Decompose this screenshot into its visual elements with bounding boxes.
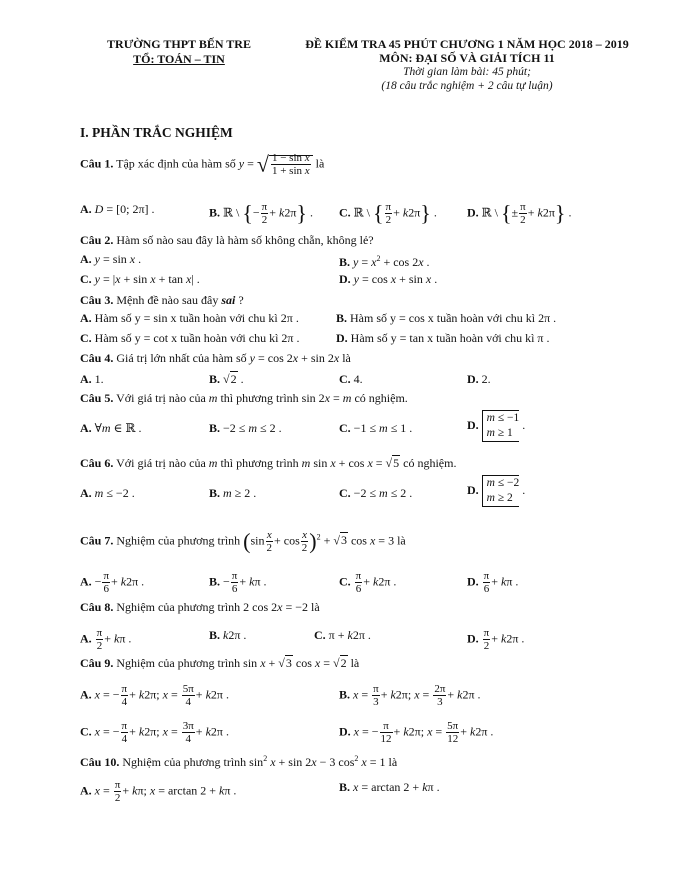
department: TỔ: TOÁN – TIN [133, 52, 225, 66]
question-5: Câu 5. Với giá trị nào của m thì phương trình sin 2x = m có nghiệm. [80, 391, 408, 405]
q8-option-a[interactable]: A. $\frac{\pi}{2}$ + kπ . [80, 627, 132, 652]
question-1: Câu 1. Tập xác định của hàm số y = √ $\frac{\text{1 − sin x}}{\text{1 + sin x}}$ là [80, 151, 325, 177]
q10-option-a[interactable]: A. x = $\frac{\pi}{2}$ + kπ; x = arctan 2 + kπ . [80, 779, 237, 804]
q1-label: Câu 1. [80, 156, 114, 171]
q8-option-b[interactable]: B. k2π . [209, 628, 247, 642]
time-limit: Thời gian làm bài: 45 phút; [403, 66, 531, 78]
question-9: Câu 9. Nghiệm của phương trình sin x + √3 cos x = √2 là [80, 656, 360, 670]
exam-structure: (18 câu trắc nghiệm + 2 câu tự luận) [381, 80, 553, 92]
q10-option-b[interactable]: B. x = arctan 2 + kπ . [339, 780, 440, 794]
section-title: I. PHẦN TRẮC NGHIỆM [80, 125, 233, 140]
q3-option-a[interactable]: A. Hàm số y = sin x tuần hoàn với chu kì 2π . [80, 311, 299, 325]
question-4: Câu 4. Giá trị lớn nhất của hàm số y = cos 2x + sin 2x là [80, 351, 351, 365]
q4-option-d[interactable]: D. 2. [467, 372, 491, 386]
exam-title: ĐỀ KIỂM TRA 45 PHÚT CHƯƠNG 1 NĂM HỌC 2018 – 2019 [305, 37, 629, 51]
q5-option-a[interactable]: A. ∀m ∈ ℝ . [80, 421, 142, 435]
q7-option-b[interactable]: B. − $\frac{\pi}{6}$ + kπ . [209, 570, 267, 595]
q1-option-d[interactable]: D. ℝ \ {± $\frac{\pi}{2}$ + k2π} . [467, 200, 572, 226]
q4-option-b[interactable]: B. √2 . [209, 372, 244, 386]
q3-option-c[interactable]: C. Hàm số y = cot x tuần hoàn với chu kì 2π . [80, 331, 300, 345]
q8-option-d[interactable]: D. $\frac{\pi}{2}$ + k2π . [467, 627, 525, 652]
header-left [74, 37, 284, 67]
question-7: Câu 7. Nghiệm của phương trình (sin $\frac{x}{2}$ + cos $\frac{x}{2}$ )$^2$ + √3 cos x = 3 là [80, 528, 406, 554]
q2-option-d[interactable]: D. y = cos x + sin x . [339, 272, 438, 286]
q9-option-a[interactable]: A. x = − $\frac{\pi}{4}$ + k2π; x = $\frac{5\pi}{4}$ + k2π . [80, 683, 229, 708]
q1-option-b[interactable]: B. ℝ \ {− $\frac{\pi}{2}$ + k2π} . [209, 200, 313, 226]
q1-option-c[interactable]: C. ℝ \ { $\frac{\pi}{2}$ + k2π} . [339, 200, 437, 226]
q4-option-a[interactable]: A. 1. [80, 372, 104, 386]
q3-option-d[interactable]: D. Hàm số y = tan x tuần hoàn với chu kì π . [336, 331, 550, 345]
q9-option-b[interactable]: B. x = $\frac{\pi}{3}$ + k2π; x = $\frac{2\pi}{3}$ + k2π . [339, 683, 481, 708]
q1-tail: là [315, 156, 325, 171]
q2-option-a[interactable]: A. y = sin x . [80, 252, 142, 266]
question-8: Câu 8. Nghiệm của phương trình 2 cos 2x = −2 là [80, 600, 320, 614]
q4-option-c[interactable]: C. 4. [339, 372, 363, 386]
q9-option-d[interactable]: D. x = − $\frac{\pi}{12}$ + k2π; x = $\frac{5\pi}{12}$ + k2π . [339, 720, 494, 745]
q1-option-a[interactable]: A. D = [0; 2π] . [80, 202, 155, 216]
q5-option-d[interactable]: D. m ≤ −1 m ≥ 1 . [467, 410, 525, 442]
school-name: TRƯỜNG THPT BẾN TRE [107, 37, 251, 51]
q6-option-c[interactable]: C. −2 ≤ m ≤ 2 . [339, 486, 413, 500]
q6-option-a[interactable]: A. m ≤ −2 . [80, 486, 135, 500]
q5-option-c[interactable]: C. −1 ≤ m ≤ 1 . [339, 421, 413, 435]
question-3: Câu 3. Mệnh đề nào sau đây sai ? [80, 293, 244, 307]
q5-option-b[interactable]: B. −2 ≤ m ≤ 2 . [209, 421, 282, 435]
q1-text: Tập xác định của hàm số [116, 156, 236, 171]
question-10: Câu 10. Nghiệm của phương trình $\sin^2 x + \sin 2x - 3$ $\cos^2 x = 1$ là [80, 754, 398, 769]
q7-option-d[interactable]: D. $\frac{\pi}{6}$ + kπ . [467, 570, 519, 595]
q2-option-b[interactable]: B. $y = x^2 + \cos 2x$ . [339, 254, 430, 269]
q2-option-c[interactable]: C. y = |x + sin x + tan x| . [80, 272, 200, 286]
q9-option-c[interactable]: C. x = − $\frac{\pi}{4}$ + k2π; x = $\frac{3\pi}{4}$ + k2π . [80, 720, 229, 745]
q3-option-b[interactable]: B. Hàm số y = cos x tuần hoàn với chu kì 2π . [336, 311, 557, 325]
q8-option-c[interactable]: C. π + k2π . [314, 628, 371, 642]
header-right [282, 37, 652, 93]
q6-option-d[interactable]: D. m ≤ −2 m ≥ 2 . [467, 475, 525, 507]
q7-option-c[interactable]: C. $\frac{\pi}{6}$ + k2π . [339, 570, 397, 595]
q7-option-a[interactable]: A. − $\frac{\pi}{6}$ + k2π . [80, 570, 145, 595]
question-6: Câu 6. Với giá trị nào của m thì phương trình m sin x + cos x = √5 có nghiệm. [80, 456, 457, 470]
question-2: Câu 2. Hàm số nào sau đây là hàm số không chẵn, không lẻ? [80, 233, 374, 247]
subject: MÔN: ĐẠI SỐ VÀ GIẢI TÍCH 11 [379, 51, 555, 65]
q6-option-b[interactable]: B. m ≥ 2 . [209, 486, 257, 500]
